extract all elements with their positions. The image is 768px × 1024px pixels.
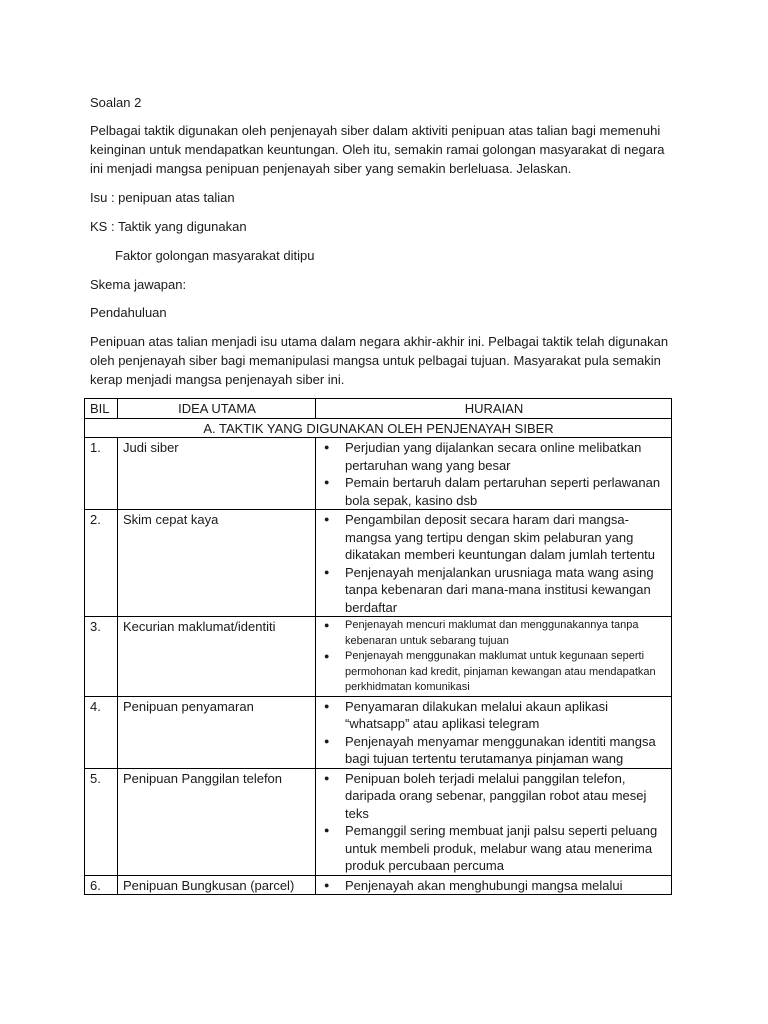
pendahuluan-text: Penipuan atas talian menjadi isu utama dalam negara akhir-akhir ini. Pelbagai taktik telah digunakan oleh penjenayah siber bagi memanipulasi mangsa untuk pelbagai tujuan. Masyarakat pula semakin kerap menjadi mangsa penjenayah siber ini.: [90, 334, 669, 387]
row-bil: 1.: [85, 438, 118, 510]
bullet-item: ● Pemain bertaruh dalam pertaruhan seperti perlawanan bola sepak, kasino dsb: [345, 474, 667, 509]
row-idea: Judi siber: [118, 438, 316, 510]
table-row: [85, 438, 672, 510]
row-huraian: [316, 438, 672, 510]
table-row: [85, 510, 672, 617]
question-text: Pelbagai taktik digunakan oleh penjenayah siber dalam aktiviti penipuan atas talian bagi memenuhi keinginan untuk mendapatkan keuntungan. Oleh itu, semakin ramai golongan masyarakat di negara ini menjadi mangsa penipuan penjenayah siber yang semakin berleluasa. Jelaskan.: [90, 123, 665, 176]
table-row: [85, 696, 672, 768]
bullet-item: ● Pemanggil sering membuat janji palsu seperti peluang untuk membeli produk, melabur wang atau menerima produk percubaan percuma: [345, 822, 667, 875]
header-huraian: HURAIAN: [316, 399, 672, 419]
table-row: [85, 875, 672, 895]
bullet-item: ● Penjenayah menyamar menggunakan identiti mangsa bagi tujuan tertentu terutamanya pinjaman wang: [345, 733, 667, 768]
row-bil: 6.: [85, 875, 118, 895]
ks-line-2: Faktor golongan masyarakat ditipu: [115, 248, 315, 263]
bullet-item: ● Penjenayah mencuri maklumat dan menggunakannya tanpa kebenaran untuk sebarang tujuan: [345, 618, 667, 649]
bullet-item: ● Penjenayah akan menghubungi mangsa melalui: [345, 877, 667, 895]
row-bil: 3.: [85, 617, 118, 697]
bullet-item: ● Perjudian yang dijalankan secara online melibatkan pertaruhan wang yang besar: [345, 439, 667, 474]
bullet-item: ● Penjenayah menjalankan urusniaga mata wang asing tanpa kebenaran dari mana-mana institusi kewangan berdaftar: [345, 564, 667, 617]
table-row: [85, 617, 672, 697]
row-bil: 5.: [85, 768, 118, 875]
bullet-item: ● Pengambilan deposit secara haram dari mangsa-mangsa yang tertipu dengan skim pelaburan yang dikatakan memberi keuntungan dalam jumlah tertentu: [345, 511, 667, 564]
row-bil: 2.: [85, 510, 118, 617]
header-bil: BIL: [85, 399, 118, 419]
bullet-item: ● Penyamaran dilakukan melalui akaun aplikasi “whatsapp” atau aplikasi telegram: [345, 698, 667, 733]
skema-label: Skema jawapan:: [90, 277, 187, 292]
row-huraian: [316, 875, 672, 895]
row-bil: 4.: [85, 696, 118, 768]
table-row: [85, 768, 672, 875]
row-huraian: [316, 510, 672, 617]
isu-line: Isu : penipuan atas talian: [90, 190, 235, 205]
section-row: [85, 418, 672, 438]
table-header-row: [85, 399, 672, 419]
row-huraian: [316, 696, 672, 768]
ks-line: KS : Taktik yang digunakan: [90, 219, 247, 234]
bullet-item: ● Penjenayah menggunakan maklumat untuk kegunaan seperti permohonan kad kredit, pinjaman kewangan atau mendapatkan perkhidmatan komunikasi: [345, 649, 667, 696]
section-a-title: A. TAKTIK YANG DIGUNAKAN OLEH PENJENAYAH SIBER: [85, 418, 672, 438]
row-idea: Skim cepat kaya: [118, 510, 316, 617]
pendahuluan-title: Pendahuluan: [90, 305, 167, 320]
row-idea: Penipuan Panggilan telefon: [118, 768, 316, 875]
row-idea: Penipuan Bungkusan (parcel): [118, 875, 316, 895]
header-idea: IDEA UTAMA: [118, 399, 316, 419]
row-idea: Penipuan penyamaran: [118, 696, 316, 768]
row-idea: Kecurian maklumat/identiti: [118, 617, 316, 697]
bullet-item: ● Penipuan boleh terjadi melalui panggilan telefon, daripada orang sebenar, panggilan robot atau mesej teks: [345, 770, 667, 823]
row-huraian: [316, 768, 672, 875]
answer-table: [84, 398, 672, 895]
question-heading: Soalan 2: [90, 95, 142, 110]
row-huraian: [316, 617, 672, 697]
